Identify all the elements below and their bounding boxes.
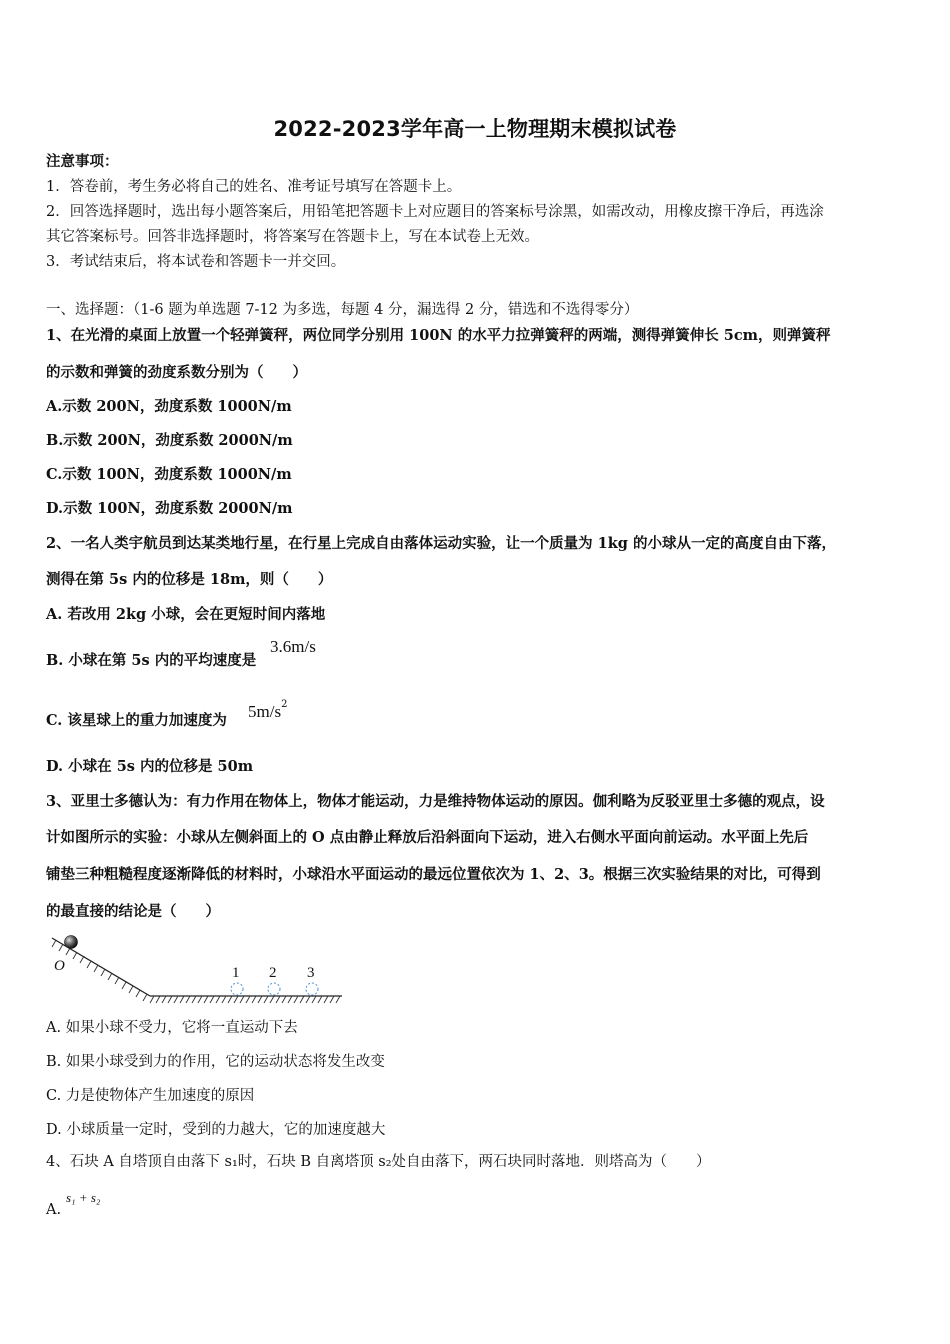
q3-option-b: B. 如果小球受到力的作用，它的运动状态将发生改变 [46,1054,385,1070]
ball [65,936,78,949]
position-3-marker [306,983,318,995]
q1-option-c: C.示数 100N，劲度系数 1000N/m [46,466,292,483]
q2-option-c-formula: $5m/s^2$ [248,699,288,721]
q3-stem-line1: 3、亚里士多德认为：有力作用在物体上，物体才能运动，力是维持物体运动的原因。伽利略为反驳亚里士多德的观点，设 [46,793,825,810]
q2-option-c [46,711,908,731]
q3-option-d: D. 小球质量一定时，受到的力越大，它的加速度越大 [46,1122,386,1138]
incline-experiment-figure [46,930,346,1005]
q2-stem-line2: 测得在第 5s 内的位移是 18m，则（ ） [46,571,333,588]
q2-option-a: A. 若改用 2kg 小球，会在更短时间内落地 [46,606,326,623]
q1-stem-line2: 的示数和弹簧的劲度系数分别为（ ） [46,364,307,381]
q1-option-b: B.示数 200N，劲度系数 2000N/m [46,432,293,449]
incline-hatching [52,940,147,1001]
section-heading: 一、选择题：（1-6 题为单选题 7-12 为多选，每题 4 分，漏选得 2 分，错选和不选得零分） [46,302,639,318]
q4-stem: 4、石块 A 自塔顶自由落下 s₁时，石块 B 自离塔顶 s₂处自由落下，两石块同时落地．则塔高为（ ） [46,1154,711,1170]
position-2-marker [268,983,280,995]
position-2-label: 2 [269,965,277,981]
q1-option-a: A.示数 200N，劲度系数 1000N/m [46,398,292,415]
position-3-label: 3 [307,965,315,981]
q2-option-b-text: B. 小球在第 5s 内的平均速度是 [46,652,257,669]
q2-option-b [46,651,908,671]
q2-stem-line1: 2、一名人类宇航员到达某类地行星，在行星上完成自由落体运动实验，让一个质量为 1kg 的小球从一定的高度自由下落， [46,535,836,552]
position-1-marker [231,983,243,995]
q3-stem-line2: 计如图所示的实验：小球从左侧斜面上的 O 点由静止释放后沿斜面向下运动，进入右侧水平面向前运动。水平面上先后 [46,829,809,846]
q3-option-c: C. 力是使物体产生加速度的原因 [46,1088,255,1104]
page-title: 2022-2023学年高一上物理期末模拟试卷 [273,117,677,141]
q4-option-a-formula: s₁ + s₂ [66,1190,101,1205]
horizontal-hatching [150,996,340,1003]
notice-item-3: 3．考试结束后，将本试卷和答题卡一并交回。 [46,254,346,270]
q3-stem-line3: 铺垫三种粗糙程度逐渐降低的材料时，小球沿水平面运动的最远位置依次为 1、2、3。根据三次实验结果的对比，可得到 [46,866,821,883]
notice-item-2: 2．回答选择题时，选出每小题答案后，用铅笔把答题卡上对应题目的答案标号涂黑，如需改动，用橡皮擦干净后，再选涂 [46,204,824,220]
q3-stem-line4: 的最直接的结论是（ ） [46,903,220,920]
notice-heading: 注意事项： [46,153,119,170]
q1-stem-line1: 1、在光滑的桌面上放置一个轻弹簧秤，两位同学分别用 100N 的水平力拉弹簧秤的两端，测得弹簧伸长 5cm，则弹簧秤 [46,327,831,344]
q2-option-d: D. 小球在 5s 内的位移是 50m [46,758,254,775]
q2-option-b-formula: 3.6m/s [270,637,316,656]
point-o-label: O [54,958,65,974]
q1-option-d: D.示数 100N，劲度系数 2000N/m [46,500,293,517]
q4-option-a-label: A. [46,1202,62,1218]
position-1-label: 1 [232,965,240,981]
q2-option-c-text: C. 该星球上的重力加速度为 [46,712,227,729]
notice-item-1: 1．答卷前，考生务必将自己的姓名、准考证号填写在答题卡上。 [46,179,462,195]
q3-option-a: A. 如果小球不受力，它将一直运动下去 [46,1020,298,1036]
notice-item-2-cont: 其它答案标号。回答非选择题时，将答案写在答题卡上，写在本试卷上无效。 [46,229,539,245]
